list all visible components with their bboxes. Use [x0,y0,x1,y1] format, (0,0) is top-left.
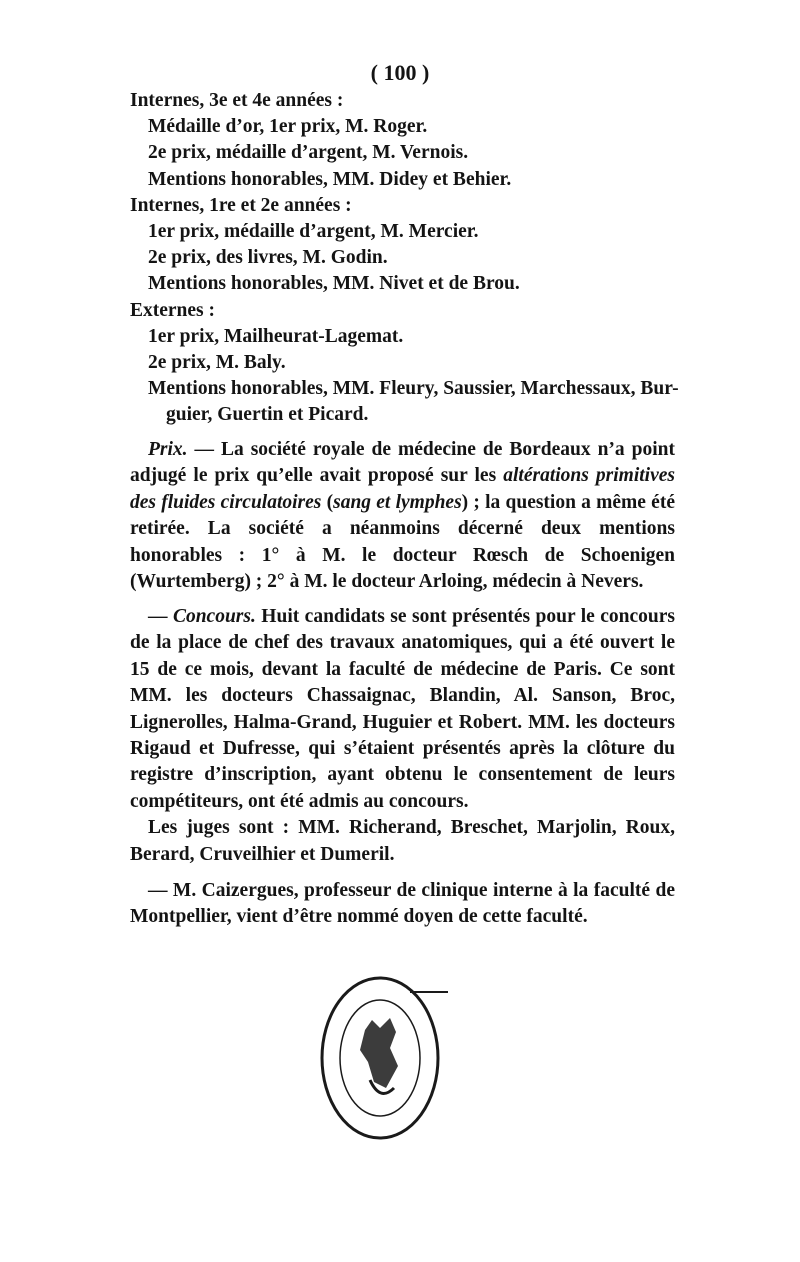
prix-text: — La société royale de médecine de Bordeaux n’a point adjugé le prix qu’elle avait proposé sur les [130,439,675,487]
list-item: Médaille d’or, 1er prix, M. Roger. [148,116,428,138]
stamp-emblem-icon [360,1018,398,1088]
internes-34-heading: Internes, 3e et 4e années : [130,90,344,111]
juges-paragraph: Les juges sont : MM. Richerand, Breschet, Marjolin, Roux, Berard, Cruveilhier et Dumeril. [130,817,675,865]
internes-12-heading: Internes, 1re et 2e années : [130,194,352,216]
caizergues-paragraph [130,878,675,931]
concours-text: Huit candidats se sont présentés pour le concours de la place de chef des travaux anatomiques, qui a été ouvert le 15 de ce mois, devant la faculté de médecine de Paris. Ce sont MM. les docteurs Chassaignac, Blandin, Al. Sanson, Broc, Lignerolles, Halma-Grand, Huguier et Robert. MM. les docteurs Rigaud et Dufresse, qui s’étaient présentés après la clôture du registre d’inscription, ayant obtenu le consentement de leurs compétiteurs, ont été admis au concours. [130,606,676,812]
list-item: Mentions honorables, MM. Fleury, Saussier, Marchessaux, Bur- [148,378,679,400]
concours-dash: — [148,606,173,627]
list-item: 2e prix, des livres, M. Godin. [148,247,388,269]
faculty-stamp [310,970,450,1160]
list-item: Mentions honorables, MM. Nivet et de Brou. [148,273,520,295]
caizergues-text: — M. Caizergues, professeur de clinique interne à la faculté de Montpellier, vient d’être nommé doyen de cette faculté. [130,880,675,928]
prix-text: ) ; la question a même été retirée. La société a néanmoins décerné deux mentions honorables : 1° à M. le docteur Rœsch de Schoenigen (Wurtemberg) ; 2° à M. le docteur Arloing, médecin à Nevers. [130,491,675,593]
list-item: 2e prix, M. Baly. [148,352,286,374]
list-item: Mentions honorables, MM. Didey et Behier. [148,168,512,190]
prix-lead: Prix. [148,439,188,460]
prix-paragraph [130,437,675,595]
list-item-continuation: guier, Guertin et Picard. [166,404,369,426]
concours-paragraph [130,604,675,868]
list-item: 1er prix, Mailheurat-Lagemat. [148,325,404,347]
concours-lead: Concours. [172,606,256,627]
list-item: 2e prix, médaille d’argent, M. Vernois. [148,142,469,164]
awards-list [130,88,679,429]
page-number: ( 100 ) [370,60,430,85]
prix-parenthetical: sang et lymphes [333,491,462,513]
list-item: 1er prix, médaille d’argent, M. Mercier. [148,221,479,243]
externes-heading: Externes : [130,299,216,321]
prix-subject: altérations primitives des fluides circulatoires [130,465,675,513]
prix-text: ( [321,491,334,513]
